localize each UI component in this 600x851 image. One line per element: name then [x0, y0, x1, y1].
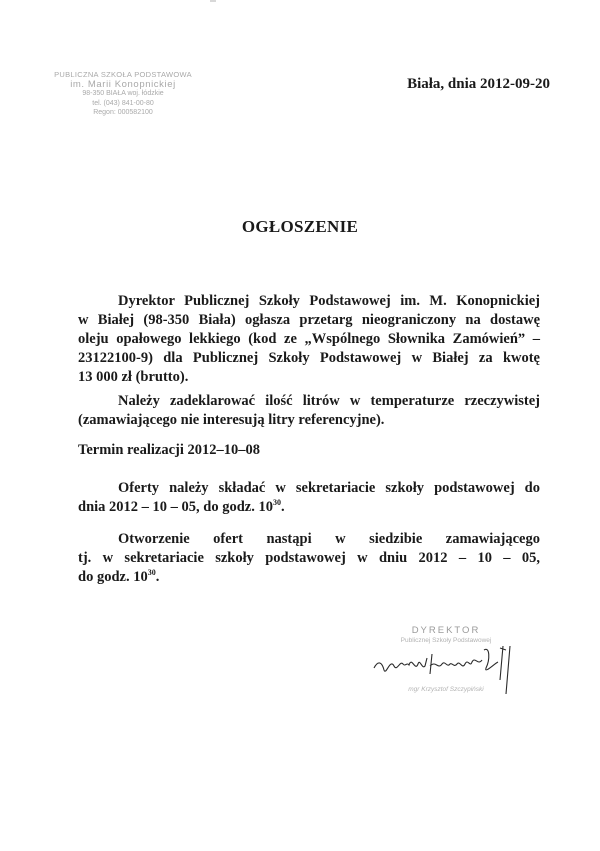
school-stamp — [48, 70, 198, 118]
paragraph-line: w Białej (98-350 Biała) ogłasza przetarg nieograniczony na dostawę — [78, 312, 540, 328]
announcement-paragraph — [78, 292, 540, 387]
paragraph-line: tj. w sekretariacie szkoły podstawowej w dniu 2012 – 10 – 05, — [78, 550, 540, 566]
paragraph-line: oleju opałowego lekkiego (kod ze „Wspólnego Słownika Zamówień” – — [78, 331, 540, 347]
signature-name: mgr Krzysztof Szczypiński — [408, 686, 484, 693]
paragraph-line: 23122100-9) dla Publicznej Szkoły Podstawowej w Białej za kwotę — [78, 350, 540, 366]
declaration-paragraph — [78, 392, 540, 430]
stamp-line: 98-350 BIAŁA woj. łódzkie — [82, 90, 164, 98]
document-date: Biała, dnia 2012-09-20 — [407, 76, 550, 92]
signature-subtitle: Publicznej Szkoły Podstawowej — [400, 637, 492, 644]
stamp-line: PUBLICZNA SZKOŁA PODSTAWOWA — [54, 70, 192, 79]
deadline-line: Termin realizacji 2012–10–08 — [78, 442, 261, 458]
line-text: do godz. 10 — [78, 569, 148, 585]
paragraph-line: (zamawiającego nie interesują litry referencyjne). — [78, 412, 385, 428]
line-end: . — [155, 569, 160, 585]
stamp-line: Regon: 000582100 — [93, 109, 153, 117]
document-title: OGŁOSZENIE — [241, 217, 359, 236]
offers-paragraph — [78, 479, 540, 517]
scan-speck — [210, 0, 216, 2]
paragraph-line: Należy zadeklarować ilość litrów w temperaturze rzeczywistej — [118, 393, 540, 409]
paragraph-line: Otworzenie ofert nastąpi w siedzibie zamawiającego — [118, 531, 540, 547]
paragraph-line: 13 000 zł (brutto). — [78, 369, 189, 385]
signature-title: DYREKTOR — [411, 625, 481, 636]
time-superscript: 30 — [147, 568, 156, 578]
opening-paragraph — [78, 530, 540, 587]
stamp-line: im. Marii Konopnickiej — [70, 78, 176, 90]
line-end: . — [280, 499, 285, 515]
signature-block — [372, 620, 542, 700]
paragraph-line — [78, 498, 540, 517]
line-text: dnia 2012 – 10 – 05, do godz. 10 — [78, 499, 273, 515]
stamp-line: tel. (043) 841-00-80 — [92, 99, 154, 107]
paragraph-line: Oferty należy składać w sekretariacie szkoły podstawowej do — [118, 480, 540, 496]
paragraph-line: Dyrektor Publicznej Szkoły Podstawowej im. M. Konopnickiej — [118, 293, 540, 309]
time-superscript: 30 — [272, 498, 281, 508]
paragraph-line — [78, 568, 540, 587]
